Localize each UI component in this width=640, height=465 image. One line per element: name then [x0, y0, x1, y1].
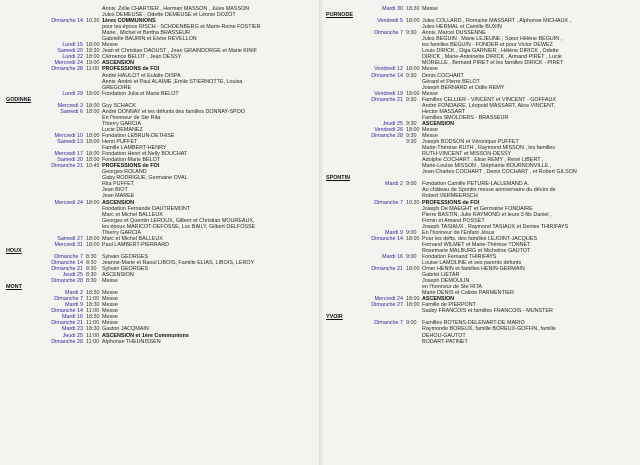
intention-text: en l'honneur de Ste RITA: [422, 284, 482, 291]
intention-text: Messe: [102, 308, 118, 315]
intention-text: Messe: [102, 42, 118, 49]
intention-text: Fondation Marie BELOT: [102, 157, 161, 164]
date-label: Mardi 2: [385, 181, 403, 188]
left-column: [6, 6, 316, 345]
date-label: Samedi 20: [57, 157, 83, 164]
time-label: 10:45: [86, 163, 100, 170]
date-label: Mercredi 24: [54, 60, 83, 67]
intention-text: Familles ROTENS-DELENART-DE MARIO: [422, 320, 525, 327]
intention-text: Louis DIRICK , Olga GARNIER , Hélène DIRICK , Odette: [422, 48, 559, 55]
intention-text: Jean MAREE: [102, 193, 135, 200]
date-label: Mercredi 24: [54, 199, 83, 206]
intention-text: Adolphe COCHART , Elise REMY , René LIBERT ,: [422, 157, 544, 164]
intention-text: Pierre BASTIN, Julie RAYMOND et leurs 3 fils Daniel ,: [422, 211, 552, 218]
date-label: Samedi 13: [57, 139, 83, 146]
intention-text: Henri PUFFET: [102, 139, 138, 146]
date-label: Dimanche 14: [51, 308, 83, 315]
intention-text: En l'honneur de Ste Rita: [102, 114, 161, 121]
intention-text: André DONNAY et les défunts des familles DONNAY-SPOO: [102, 108, 246, 115]
intention-text: Hector MASSART: [422, 108, 466, 115]
intention-text: Clémence BELOT , Jean DESSY: [102, 54, 182, 61]
intention-text: Joseph TASIAUX , Raymond TASIAUX et Denise THIRIFAYS: [422, 223, 569, 230]
intention-text: Georges ROLAND: [102, 169, 147, 176]
intention-text: Gaston JACQMAIN: [102, 326, 149, 333]
intention-text: Jules DEMEUSE , Odette DEMEUSE et Léonie DOZOT: [102, 12, 236, 19]
intention-text: Denis COCHART: [422, 72, 464, 79]
intention-text: Jules COLLARD , Romaine MASSART , Alphonse MICHAUX ,: [422, 18, 571, 25]
intention-text: Robert VERMEERSCH: [422, 193, 478, 200]
date-label: Dimanche 21: [371, 266, 403, 273]
date-label: Samedi 6: [60, 108, 83, 115]
time-label: 18:00: [86, 235, 100, 242]
intention-text: Jean et Christian DAOUST , Jean GRAINDORGE et Marie KINIF: [102, 48, 258, 55]
time-label: 18:00: [86, 139, 100, 146]
intention-text: Familles CELLIER - VINCENT et VINCENT - GOFFAUX: [422, 96, 556, 103]
date-label: Mercredi 17: [54, 151, 83, 158]
schedule-row: [326, 6, 634, 12]
intention-text: Fondation Fernande DAUTREMONT: [102, 205, 191, 212]
time-label: 18:00: [86, 42, 100, 49]
schedule-row: [6, 278, 316, 284]
intention-text: Fondation Camille PETURE-LALLEMAND A.: [422, 181, 529, 188]
intention-text: Sadzy FRANCOIS et familles FRANCOIS - MUNSTER: [422, 308, 553, 315]
intention-text: MORELLE , Bernard PIRET et les familles DIRICK - PIRET: [422, 60, 564, 67]
intention-text: Marie-Thérèse RUTH , Raymond MISSON , les familles: [422, 145, 555, 152]
date-label: Vendredi 12: [374, 66, 403, 73]
time-label: 18:00: [86, 54, 100, 61]
date-label: Mercredi 31: [54, 241, 83, 248]
intention-text: Guy SCHACK: [102, 102, 136, 109]
date-label: Jeudi 25: [62, 272, 83, 279]
intention-text: Messe: [422, 126, 438, 133]
section-title: YVOIR: [326, 314, 343, 321]
section-title: MONT: [6, 284, 22, 291]
intention-text: Jean-Charles COCHART , Denis COCHART , et Robert GILSON: [422, 169, 577, 176]
intention-text: Marc et Michel BALLEUX: [102, 235, 163, 242]
date-label: Mercredi 10: [54, 132, 83, 139]
intention-text: Fondation Henri et Nelly BOUCHAT: [102, 151, 188, 158]
intention-text: Gaby RODRIGUE, Germaine OVAL: [102, 175, 188, 182]
intention-text: André FONDAIRE, Léopold MASSART, Alice VINCENT,: [422, 102, 556, 109]
date-label: Dimanche 28: [51, 338, 83, 345]
date-label: Lundi 15: [62, 42, 83, 49]
date-label: Dimanche 14: [51, 18, 83, 25]
intention-text: Jean BIOT: [102, 187, 128, 194]
intention-text: DEHOU-GAUTOT: [422, 332, 466, 339]
time-label: 18:00: [86, 241, 100, 248]
intention-text: Messe: [422, 6, 438, 12]
date-label: Mardi 23: [62, 326, 83, 333]
intention-text: Rita PUFFET: [102, 181, 135, 188]
time-label: 18:00: [86, 199, 100, 206]
time-label: 9:00: [406, 253, 417, 260]
intention-text: Messe: [102, 320, 118, 327]
intention-text: Marie-Louise MISSON , Stéphanie BOURNONVILLE ,: [422, 163, 552, 170]
intention-text: ASCENSION: [422, 120, 455, 127]
date-label: Dimanche 28: [371, 132, 403, 139]
intention-text: Raymonde BOREUX, famille BOREUX-GOFFIN, famille: [422, 326, 556, 333]
intention-text: Jules HERMAL et Camille BUXIN: [422, 24, 502, 31]
intention-text: GREGOIRE: [102, 84, 132, 91]
time-label: 9:00: [406, 320, 417, 327]
time-label: 18:00: [406, 66, 420, 73]
date-label: Mercredi 3: [57, 102, 83, 109]
intention-text: RUTH-VINCENT et MISSON-DESSY: [422, 151, 512, 158]
intention-text: Messe: [102, 302, 118, 309]
intention-text: Rosemarie MALBURG et Micheline GAUTOT: [422, 247, 531, 254]
intention-text: Jules BEGUIN , Marie LEJEUNE , Sœur Hélène BEGUIN ,: [422, 36, 563, 43]
date-label: Vendredi 26: [374, 126, 403, 133]
time-label: 9:30: [406, 120, 417, 127]
time-label: 18:30: [86, 314, 100, 321]
time-label: 11:00: [86, 296, 100, 303]
time-label: 9:30: [406, 139, 417, 146]
intention-text: Paul LAMBERT-PIERRARD: [102, 241, 170, 248]
intention-text: Fondation LEBRUN-DETHISE: [102, 132, 175, 139]
date-label: Dimanche 7: [374, 199, 403, 206]
date-label: Vendredi 19: [374, 90, 403, 97]
intention-text: PROFESSIONS de FOI: [422, 199, 480, 206]
date-label: Mardi 2: [65, 290, 83, 297]
date-label: Mardi 16: [62, 314, 83, 321]
time-label: 18:00: [406, 18, 420, 25]
time-label: 11:00: [86, 66, 100, 73]
intention-text: Thierry GARCIA: [102, 120, 141, 127]
time-label: 11:00: [86, 320, 100, 327]
intention-text: Fondation Fernand THIRIFAYS: [422, 253, 497, 260]
intention-text: Sylvain GEORGES: [102, 253, 149, 260]
time-label: 18:30: [86, 326, 100, 333]
section-title: HOUX: [6, 247, 22, 254]
time-label: 18:00: [406, 302, 420, 309]
intention-text: André HAULOT et Eulalie DISPA: [102, 72, 181, 79]
intention-text: Messe: [102, 290, 118, 297]
time-label: 18:00: [86, 102, 100, 109]
schedule-row: [326, 339, 634, 345]
time-label: 18:00: [406, 296, 420, 303]
intention-text: Anniv. Marcel DUSSENNE: [422, 30, 486, 37]
date-label: Dimanche 27: [371, 302, 403, 309]
time-label: 9:30: [406, 132, 417, 139]
intention-text: ASCENSION: [422, 296, 455, 303]
date-label: Dimanche 7: [374, 320, 403, 327]
time-label: 10:30: [86, 18, 100, 25]
time-label: 18:30: [86, 48, 100, 55]
intention-text: Messe: [422, 132, 438, 139]
section-title: GODINNE: [6, 96, 32, 103]
time-label: 8:30: [86, 278, 97, 285]
time-label: 18:00: [86, 157, 100, 164]
date-label: Dimanche 28: [51, 278, 83, 285]
intention-text: ASCENSION: [102, 272, 134, 279]
intention-text: Anniv. Zélie CHARTIER , Herman MASSON , Jules MASSON: [102, 6, 250, 12]
intention-text: Gérard et Pierre BELOT: [422, 78, 480, 85]
date-label: Dimanche 28: [51, 66, 83, 73]
date-label: Dimanche 21: [51, 163, 83, 170]
date-label: Jeudi 25: [62, 332, 83, 339]
intention-text: Famille LAMBERT-HENRY: [102, 145, 167, 152]
intention-text: ASCENSION: [102, 199, 135, 206]
date-label: Dimanche 7: [54, 253, 83, 260]
time-label: 11:00: [86, 332, 100, 339]
time-label: 11:00: [86, 338, 100, 345]
time-label: 9:30: [406, 96, 417, 103]
intention-text: les familles BEGUIN - FONDER et pour Victor DEWEZ: [422, 42, 553, 49]
time-label: 18:30: [86, 302, 100, 309]
intention-text: Joseph De MAEGHT et Germaine FONDAIRE: [422, 205, 533, 212]
intention-text: Messe: [422, 66, 438, 73]
date-label: Lundi 22: [62, 54, 83, 61]
schedule-row: [6, 91, 316, 97]
date-label: Dimanche 21: [371, 96, 403, 103]
intention-text: ASCENSION et 1ère Communions: [102, 332, 189, 339]
right-column: [326, 6, 634, 345]
date-label: Lundi 29: [62, 90, 83, 97]
intention-text: Joseph DEMOULIN: [422, 278, 470, 285]
intention-text: Joseph BERNARD et Odile REMY: [422, 84, 505, 91]
intention-text: Omer HENIN et familles HENIN-GERMAIN: [422, 266, 525, 273]
intention-text: Alphonse THEUNISSEN: [102, 338, 161, 345]
intention-text: Thierry GARCIA: [102, 229, 141, 236]
intention-text: Anniv. André et Paul ALAIME ,Emile STIERNOTTE, Louisa: [102, 78, 243, 85]
schedule-row: [6, 242, 316, 248]
section-title: PURNODE: [326, 12, 353, 19]
time-label: 9:00: [406, 181, 417, 188]
intention-text: PROFESSIONS de FOI: [102, 163, 160, 170]
intention-text: Marie , Michel et Bertha BRASSEUR: [102, 30, 191, 37]
date-label: Dimanche 14: [371, 72, 403, 79]
intention-text: Famille de PIERPONT: [422, 302, 476, 309]
section-title: SPONTIN: [326, 175, 350, 182]
intention-text: Marc et Michel BALLEUX: [102, 211, 163, 218]
date-label: Dimanche 21: [51, 266, 83, 273]
intention-text: Joseph BODSON et Véronique PUFFET: [422, 139, 519, 146]
intention-text: BODART-PATINET: [422, 338, 468, 345]
intention-text: ASCENSION: [102, 60, 135, 67]
time-label: 9:30: [406, 30, 417, 37]
time-label: 10:30: [406, 199, 420, 206]
time-label: 18:00: [406, 235, 420, 242]
date-label: Dimanche 7: [54, 296, 83, 303]
time-label: 18:30: [406, 6, 420, 12]
time-label: 18:00: [406, 126, 420, 133]
time-label: 18:00: [406, 266, 420, 273]
date-label: Vendredi 5: [377, 18, 403, 25]
time-label: 9:30: [406, 72, 417, 79]
intention-text: 1ères COMMUNIONS: [102, 18, 156, 25]
date-label: Mardi 9: [65, 302, 83, 309]
time-label: 19:00: [86, 60, 100, 67]
intention-text: Familles SMOLDERS - BRASSEUR: [422, 114, 509, 121]
intention-text: Gabrielle BAURIN et Elvire REVELLON: [102, 36, 197, 43]
intention-text: Sylvain GEORGES: [102, 266, 149, 273]
intention-text: Messe: [102, 314, 118, 321]
intention-text: Gabriel LIETAR: [422, 272, 460, 279]
time-label: 18:00: [86, 90, 100, 97]
intention-text: Jeanne-Marie et Raoul LIBOIS, Famille ELIAS, LIBOIS, LEROY: [102, 259, 255, 266]
time-label: 11:00: [86, 308, 100, 315]
time-label: 18:00: [86, 151, 100, 158]
intention-text: Georges et Quentin LEROUX, Gilbert et Christian MOUREAUX,: [102, 217, 255, 224]
date-label: Mardi 16: [382, 253, 403, 260]
intention-text: pour les époux RISCH - SCHOENBERG et Marie-Reine FOSTIER: [102, 24, 261, 31]
date-label: Dimanche 7: [374, 30, 403, 37]
schedule-row: [6, 339, 316, 345]
intention-text: Louise LAMOLINE et ses parents défunts: [422, 259, 522, 266]
intention-text: Messe: [102, 278, 118, 285]
time-label: 8:30: [86, 272, 97, 279]
intention-text: Firmin et Amand POSSET: [422, 217, 485, 224]
intention-text: Messe: [102, 296, 118, 303]
date-label: Dimanche 14: [371, 235, 403, 242]
date-label: Samedi 27: [57, 235, 83, 242]
time-label: 8:30: [86, 259, 97, 266]
intention-text: Au château de Spontin messe anniversaire du décès de: [422, 187, 556, 194]
time-label: 8:30: [86, 253, 97, 260]
intention-text: Fernand WILMET et Marie-Thérèse TONNET: [422, 241, 531, 248]
intention-text: Marie DENIS et Calixte PARMENTIER: [422, 290, 514, 297]
intention-text: Lucie DEMANEZ: [102, 126, 143, 133]
intention-text: Pour les défts. des familles LEJOINT-JACQUES: [422, 235, 538, 242]
date-label: Jeudi 25: [382, 120, 403, 127]
time-label: 18:00: [86, 108, 100, 115]
time-label: 18:30: [86, 290, 100, 297]
date-label: Mercredi 24: [374, 296, 403, 303]
time-label: 9:00: [406, 229, 417, 236]
time-label: 18:00: [86, 132, 100, 139]
date-label: Samedi 20: [57, 48, 83, 55]
time-label: 8:30: [86, 266, 97, 273]
date-label: Mardi 30: [382, 6, 403, 12]
intention-text: DIRICK , Marie-Antoinette DIRICK , Armand PIRET , Lucie: [422, 54, 562, 61]
intention-text: Fondation Julia et Marie BELOT: [102, 90, 179, 97]
time-label: 18:00: [406, 90, 420, 97]
date-label: Mardi 9: [385, 229, 403, 236]
page-fold: [319, 0, 322, 465]
intention-text: les époux MARICOT-DEFOSSE, Luc BAILY, Gilbert DELFOSSE: [102, 223, 256, 230]
intention-text: Messe: [422, 90, 438, 97]
intention-text: En l'honneur de l'Enfant Jésus: [422, 229, 495, 236]
intention-text: PROFESSIONS de FOI: [102, 66, 160, 73]
date-label: Dimanche 14: [51, 259, 83, 266]
date-label: Dimanche 21: [51, 320, 83, 327]
